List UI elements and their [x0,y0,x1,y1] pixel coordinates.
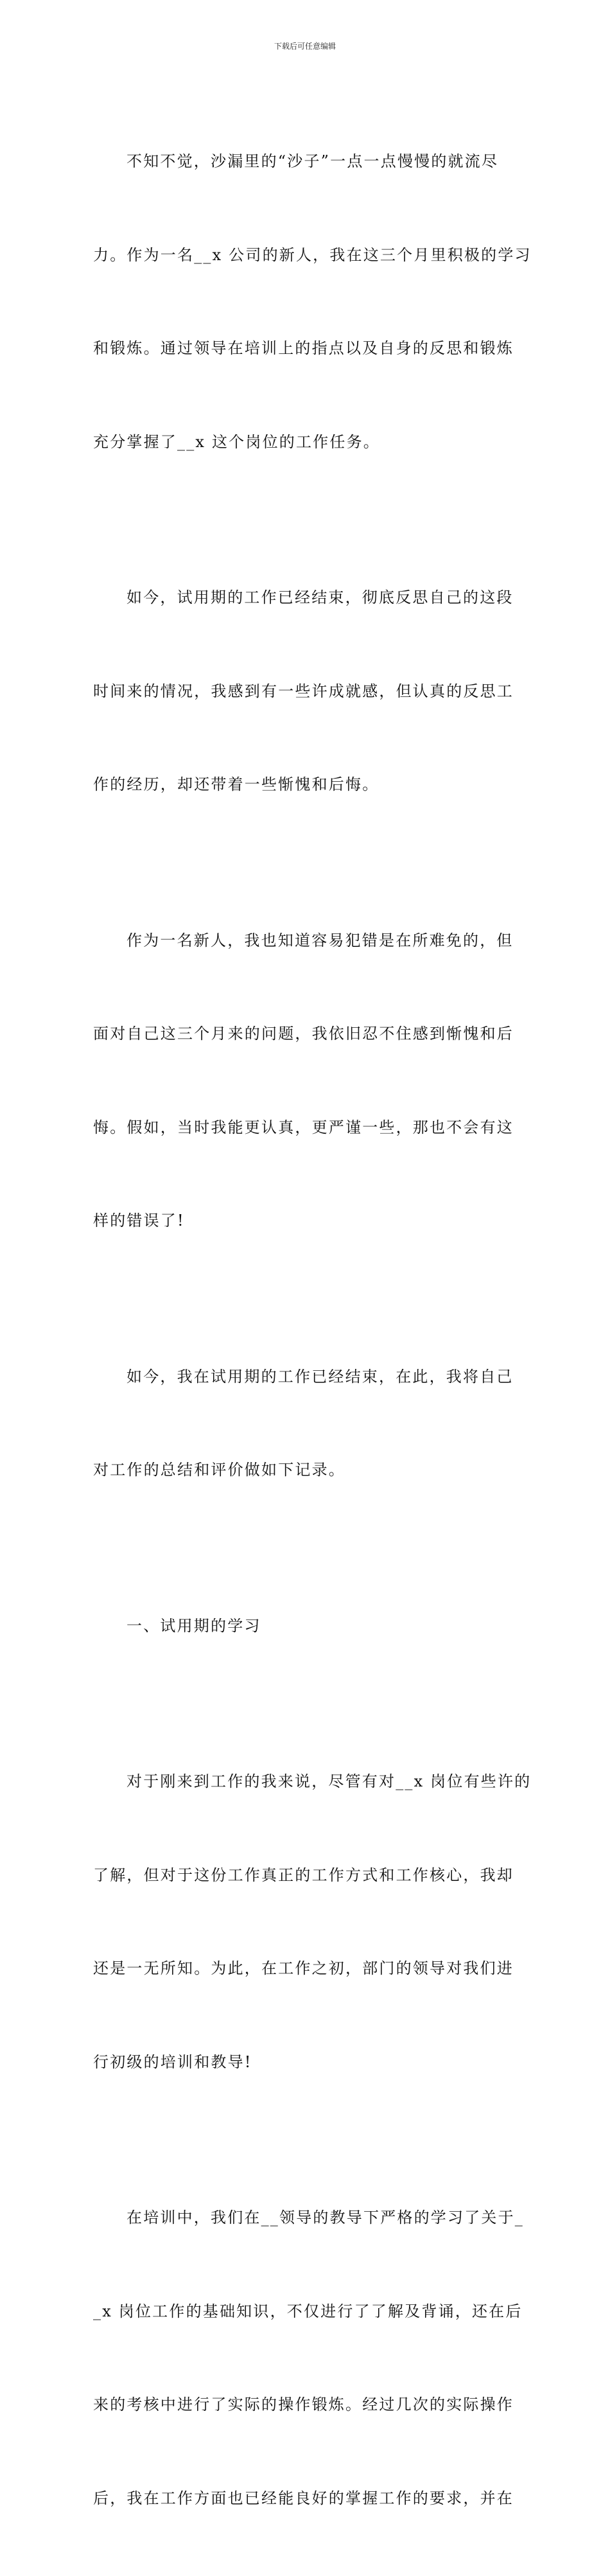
text-line: 力。作为一名__x 公司的新人，我在这三个月里积极的学习 [93,245,532,264]
paragraph [93,863,517,1299]
text-line: 和锻炼。通过领导在培训上的指点以及自身的反思和锻炼 [93,339,514,357]
document-body [93,84,532,2576]
text-line: 作的经历，却还带着一些惭愧和后悔。 [93,775,379,793]
text-line: 样的错误了! [93,1212,185,1230]
text-line: 还是一无所知。为此，在工作之初，部门的领导对我们进 [93,1959,514,1977]
page-header: 下载后可任意编辑 [274,42,336,51]
text-line: 一、试用期的学习 [126,1616,261,1635]
text-line: 如今，我在试用期的工作已经结束，在此，我将自己 [126,1367,514,1386]
text-line: 了解，但对于这份工作真正的工作方式和工作核心，我却 [93,1866,514,1884]
text-line: 对于刚来到工作的我来说，尽管有对__x 岗位有些许的 [126,1772,532,1790]
text-line: 充分掌握了__x 这个岗位的工作任务。 [93,432,380,451]
text-line: 时间来的情况，我感到有一些许成就感，但认真的反思工 [93,682,514,700]
text-line: 面对自己这三个月来的问题，我依旧忍不住感到惭愧和后 [93,1025,514,1043]
text-line: 悔。假如，当时我能更认真，更严谨一些，那也不会有这 [93,1118,514,1136]
text-line: 在培训中，我们在__领导的教导下严格的学习了关于_ [126,2209,524,2227]
paragraph [93,1299,517,1548]
paragraph [93,520,517,863]
text-line: _x 岗位工作的基础知识，不仅进行了了解及背诵，还在后 [93,2302,523,2320]
text-line: 行初级的培训和教导! [93,2052,252,2071]
paragraph [93,1704,532,2140]
text-line: 作为一名新人，我也知道容易犯错是在所难免的，但 [126,931,514,949]
section-heading [93,1548,517,1704]
text-line: 后，我在工作方面也已经能良好的掌握工作的要求，并在 [93,2489,514,2507]
text-line: 对工作的总结和评价做如下记录。 [93,1461,345,1479]
text-line: 不知不觉，沙漏里的“沙子”一点一点慢慢的就流尽 [126,152,499,170]
paragraph [93,84,532,520]
paragraph [93,2140,524,2576]
text-line: 来的考核中进行了实际的操作锻炼。经过几次的实际操作 [93,2395,514,2413]
text-line: 如今，试用期的工作已经结束，彻底反思自己的这段 [126,588,514,606]
